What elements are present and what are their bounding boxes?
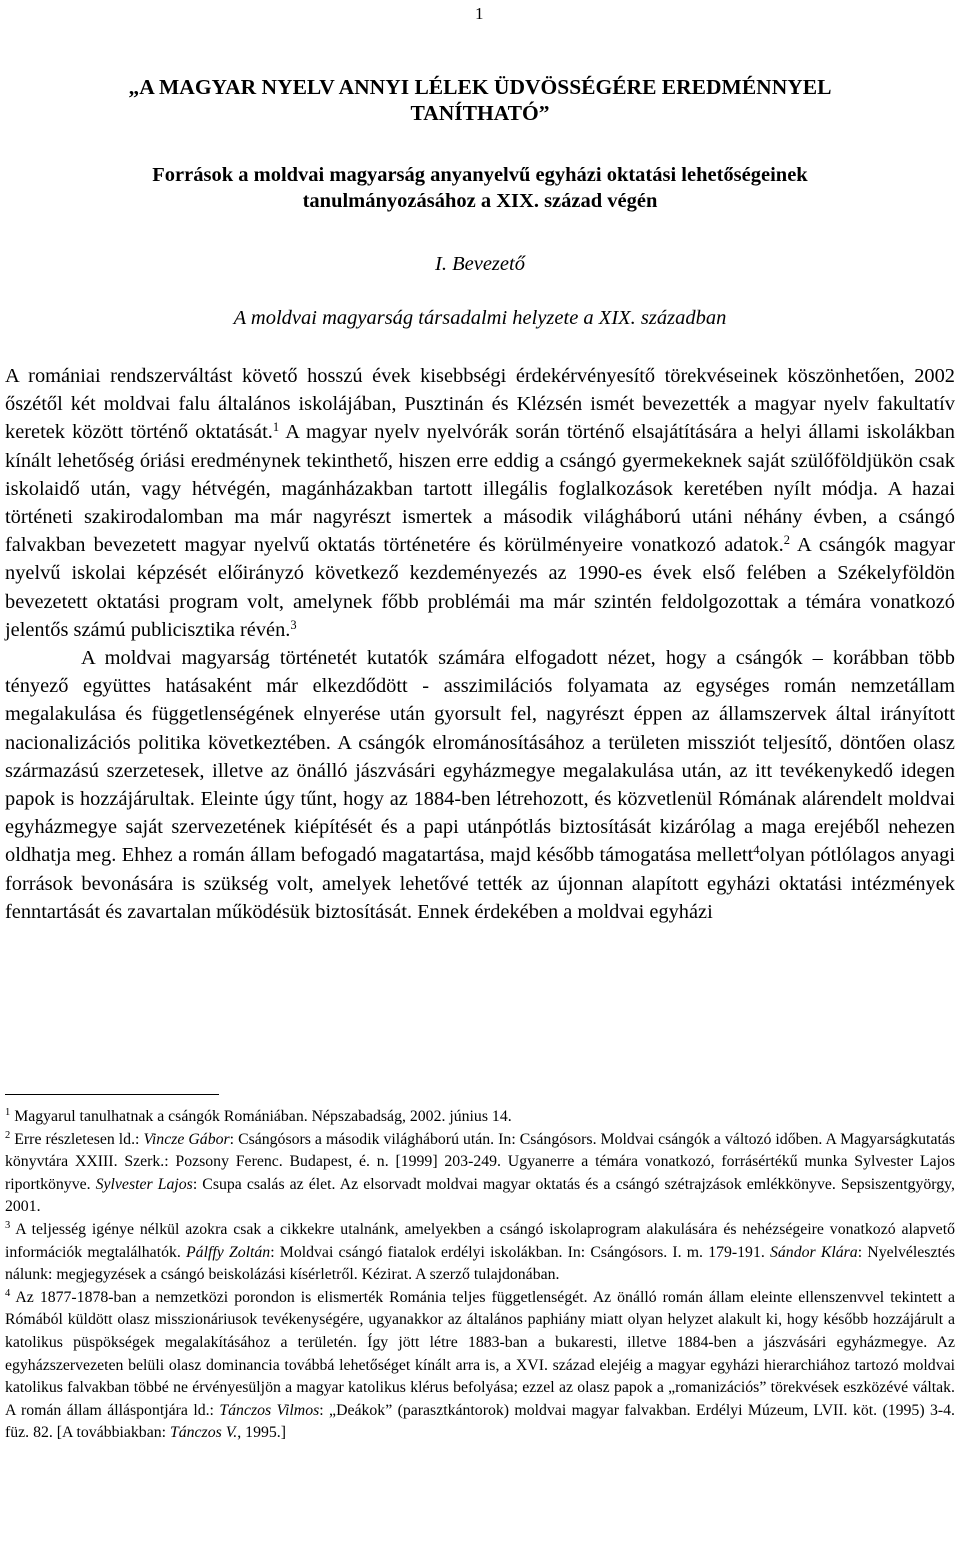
footnote-2-text-1: Erre részletesen ld.: xyxy=(10,1130,144,1148)
footnote-3-text-1: A teljesség igénye nélkül azokra csak a cikkekre utalnánk, amelyekben a csángó iskolaprogram alakulására és nehézségeire vonatkozó alapvető információk megtalálhatók. xyxy=(5,1220,955,1261)
paragraph-1-part-3: A csángók magyar nyelvű iskolai képzését előirányzó következő kezdeményezés az 1990-es évek első felében a Székelyföldön bevezetett oktatási program volt, amelynek főbb problémái ma már szintén feldolgozottak a témára vonatkozó jelentős számú publicisztika révén. xyxy=(5,534,955,641)
footnote-1 xyxy=(5,1106,955,1129)
footnote-2 xyxy=(5,1129,955,1219)
body-text xyxy=(5,362,955,926)
paragraph-2-part-2: olyan pótlólagos anyagi források bevonására is szükség volt, amelyek lehetővé tették az újonnan alapított egyházi oktatási intézmények fenntartását és zavartalan működésük biztosítását. Ennek érdekében a moldvai egyházi xyxy=(5,844,955,923)
footnote-3 xyxy=(5,1219,955,1287)
footnote-4-author-1: Tánczos Vilmos xyxy=(219,1401,320,1419)
footnote-number-2: 2 xyxy=(5,1129,11,1141)
footnote-1-text: Magyarul tanulhatnak a csángók Romániában. Népszabadság, 2002. június 14. xyxy=(10,1108,512,1125)
subtitle-line-1: Források a moldvai magyarság anyanyelvű egyházi oktatási lehetőségeinek xyxy=(152,164,808,186)
footnote-3-text-3: : Nyelvélesztés nálunk: megjegyzések a csángó beiskolázási kísérletről. Kézirat. A szerző tulajdonában. xyxy=(5,1243,956,1284)
paragraph-1 xyxy=(5,362,955,644)
paragraph-2 xyxy=(5,644,955,926)
footnote-separator xyxy=(5,1094,219,1095)
footnotes xyxy=(5,1106,955,1445)
footnote-2-text-3: : Csupa csalás az élet. Az elsorvadt moldvai magyar oktatás és a csángó szétrajzások emlékkönyve. Sepsiszentgyörgy, 2001. xyxy=(5,1175,955,1216)
footnote-ref-1[interactable]: 1 xyxy=(272,420,280,435)
section-title: I. Bevezető xyxy=(435,253,525,275)
footnote-4-text-3: , 1995.] xyxy=(237,1424,286,1442)
footnote-3-author-1: Pálffy Zoltán xyxy=(186,1243,271,1261)
footnote-number-4: 4 xyxy=(5,1287,11,1299)
footnote-4-author-2: Tánczos V. xyxy=(169,1424,238,1442)
footnote-4 xyxy=(5,1287,955,1445)
section-heading xyxy=(0,250,960,332)
footnote-4-text-2: : „Deákok” (parasztkántorok) moldvai magyar falvakban. Erdélyi Múzeum, LVII. köt. (1995) 3-4. füz. 82. [A továbbiakban: xyxy=(5,1401,955,1442)
footnote-number-1: 1 xyxy=(5,1107,11,1118)
footnote-ref-4[interactable]: 4 xyxy=(753,843,760,858)
title-line-2: TANÍTHATÓ” xyxy=(410,101,550,125)
section-subtitle: A moldvai magyarság társadalmi helyzete a XIX. században xyxy=(233,307,727,329)
footnote-3-text-2: : Moldvai csángó fiatalok erdélyi iskolákban. In: Csángósors. I. m. 179-191. xyxy=(270,1243,770,1261)
footnote-ref-3[interactable]: 3 xyxy=(290,617,297,632)
document-subtitle xyxy=(0,162,960,214)
footnote-3-author-2: Sándor Klára xyxy=(770,1243,858,1261)
page-number: 1 xyxy=(475,4,484,23)
title-line-1: „A MAGYAR NYELV ANNYI LÉLEK ÜDVÖSSÉGÉRE EREDMÉNNYEL xyxy=(128,75,832,99)
footnote-2-text-2: : Csángósors a második világháború után. In: Csángósors. Moldvai csángók a változó időben. A Magyarságkutatás könyvtára XXIII. Szerk.: Pozsony Ferenc. Budapest, é. n. [1999] 203-249. Ugyanerre a témára vonatkozó, forrásértékű munka Sylvester Lajos riportkönyve. xyxy=(5,1130,956,1193)
footnote-2-author-2: Sylvester Lajos xyxy=(95,1175,193,1193)
document-title xyxy=(0,74,960,126)
paragraph-1-part-1: A romániai rendszerváltást követő hosszú évek kisebbségi érdekérvényesítő törekvéseinek köszönhetően, 2002 őszétől két moldvai falu általános iskolájában, Pusztinán és Klézsén ismét bevezették a magyar nyelv fakultatív keretek között történő oktatását. xyxy=(5,365,955,444)
subtitle-line-2: tanulmányozásához a XIX. század végén xyxy=(302,190,658,212)
footnote-number-3: 3 xyxy=(5,1219,11,1231)
paragraph-1-part-2: A magyar nyelv nyelvórák során történő elsajátítására a helyi állami iskolákban kínált lehetőség óriási eredménynek tekinthető, hiszen erre eddig a csángó gyermekeknek saját szülőföldjükön csak iskolaidő után, vagy hétvégén, magánházakban tartott illegális foglalkozások keretében nyílt módja. A hazai történeti szakirodalomban ma már nagyrészt ismertek a második világháború utáni néhány évben, a csángó falvakban bevezetett magyar nyelvű oktatás történetére és körülményeire vonatkozó adatok. xyxy=(5,421,956,557)
footnote-4-text-1: Az 1877-1878-ban a nemzetközi porondon is elismerték Románia teljes függetlenségét. Az önálló román állam eleinte ellenszenvvel tekintett a Rómából küldött olasz misszionáriusok tevékenységére, ugyanakkor az általános paphiány miatt olyan helyzet alakult ki, hogy később hozzájárult a katolikus püspökségek megalakításához a területén. Így jött létre 1883-ban a bukaresti, illetve 1884-ben a jászvásári egyházmegye. Az egyházszervezeten belüli olasz dominancia továbbá lehetőséget kínált arra is, a XVI. század elejéig a magyar egyházi hierarchiához tartozó moldvai katolikus falvakban többé ne érvényesüljön a magyar katolikus klérus befolyása; ezzel az olasz papok a „romanizációs” törekvések eszközévé váltak. A román állam álláspontjára ld.: xyxy=(5,1288,955,1419)
footnote-ref-2[interactable]: 2 xyxy=(783,533,790,548)
footnote-2-author-1: Vincze Gábor xyxy=(143,1130,230,1148)
paragraph-2-part-1: A moldvai magyarság történetét kutatók számára elfogadott nézet, hogy a csángók – korábban több tényező együttes hatásaként már elkezdődött - asszimilációs folyamata az egységes román nemzetállam megalakulása és függetlenségének elnyerése után gyorsult fel, nagyrészt éppen az államszervek által irányított nacionalizációs politika következtében. A csángók elrománosításához a területen missziót teljesítő, döntően olasz származású szerzetesek, illetve az önálló jászvásári egyházmegye megalakulása után, az itt tevékenykedő idegen papok is hozzájárultak. Eleinte úgy tűnt, hogy az 1884-ben létrehozott, és közvetlenül Rómának alárendelt moldvai egyházmegye saját szervezetének kiépítését és a papi utánpótlás biztosítását kizárólag a maga erejéből nehezen oldhatja meg. Ehhez a román állam befogadó magatartása, majd később támogatása mellett xyxy=(5,647,955,867)
